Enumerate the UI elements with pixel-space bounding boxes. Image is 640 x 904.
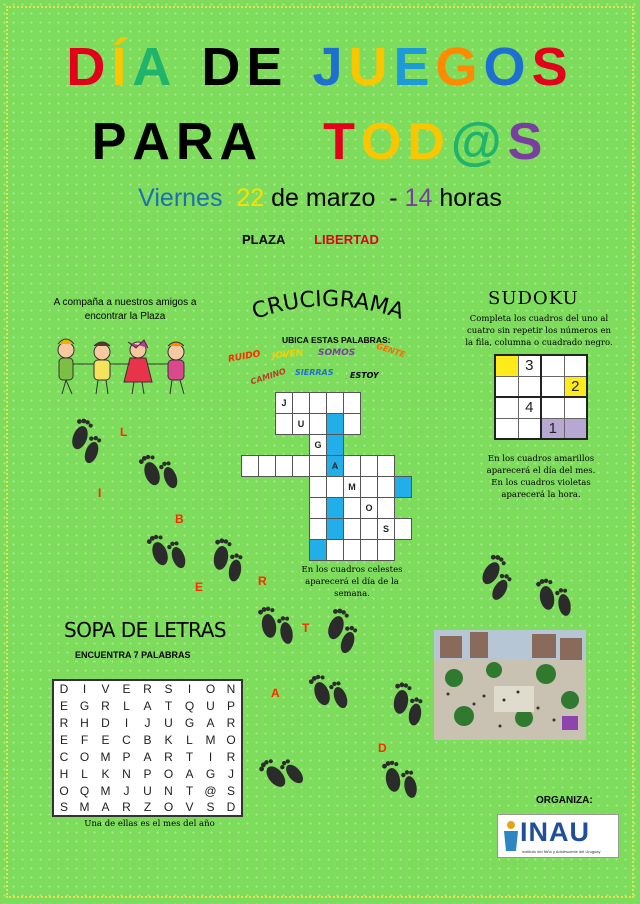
date-hours-word: horas <box>439 184 502 212</box>
crossword-cell[interactable] <box>293 393 310 414</box>
word-search-letter[interactable]: D <box>221 799 242 816</box>
crossword-cell[interactable] <box>395 519 412 540</box>
sudoku-row <box>495 397 587 418</box>
word-search-letter[interactable]: I <box>179 680 200 697</box>
crossword-gap <box>293 477 310 498</box>
word-search-letter[interactable]: J <box>137 714 158 731</box>
title-letter: R <box>175 113 214 171</box>
title-letter: @ <box>450 113 502 171</box>
word-search-letter[interactable]: O <box>200 680 221 697</box>
title-letter: A <box>219 113 258 171</box>
crossword-cell[interactable] <box>310 498 327 519</box>
event-date <box>0 184 640 213</box>
crossword-gap <box>259 540 276 561</box>
word-search-letter[interactable]: C <box>53 748 74 765</box>
crossword-gap <box>276 477 293 498</box>
crossword-cell[interactable] <box>327 393 344 414</box>
crossword-gap <box>378 435 395 456</box>
word-search-letter[interactable]: J <box>116 782 137 799</box>
sudoku-cell[interactable] <box>541 355 564 376</box>
crossword-cell[interactable] <box>310 456 327 477</box>
crossword-cell[interactable]: U <box>293 414 310 435</box>
word-search-letter[interactable]: N <box>116 765 137 782</box>
crossword-cell[interactable]: A <box>327 456 344 477</box>
word-search-letter[interactable]: K <box>158 731 179 748</box>
crossword-cell[interactable] <box>327 498 344 519</box>
word-sierras: SIERRAS <box>295 368 334 377</box>
crossword-cell[interactable]: J <box>276 393 293 414</box>
title-letter: O <box>483 37 526 97</box>
crossword-cell[interactable] <box>327 477 344 498</box>
crossword-cell[interactable]: M <box>344 477 361 498</box>
kids-illustration <box>48 336 198 398</box>
word-search-letter[interactable]: U <box>200 697 221 714</box>
title-letter <box>263 112 317 172</box>
crossword-cell[interactable] <box>344 498 361 519</box>
word-search-letter[interactable]: V <box>179 799 200 816</box>
word-search-letter[interactable]: L <box>179 731 200 748</box>
word-joven: JOVEN <box>271 348 304 362</box>
title-letter: S <box>507 113 543 171</box>
sudoku-cell[interactable] <box>564 418 587 439</box>
word-search-letter[interactable]: A <box>137 697 158 714</box>
word-search-letter[interactable]: Q <box>74 782 95 799</box>
crossword-cell[interactable] <box>327 519 344 540</box>
intro-text: A compaña a nuestros amigos a encontrar la Plaza <box>53 297 197 322</box>
word-search-letter[interactable]: O <box>53 782 74 799</box>
word-search-letter[interactable]: A <box>179 765 200 782</box>
crossword-gap <box>293 498 310 519</box>
word-search-row <box>53 748 242 765</box>
svg-text:CRUCIGRAMA: CRUCIGRAMA <box>249 286 407 325</box>
sudoku-cell[interactable] <box>564 355 587 376</box>
word-search-letter[interactable]: @ <box>200 782 221 799</box>
word-search-letter[interactable]: R <box>221 748 242 765</box>
inau-logo-text: INAU <box>520 817 590 847</box>
sudoku-cell[interactable] <box>495 355 518 376</box>
inau-logo-subtext: Instituto del Niño y Adolescente del Uruguay <box>522 849 601 854</box>
crossword-row <box>242 519 412 540</box>
crossword-cell[interactable] <box>310 540 327 561</box>
crossword-gap <box>293 519 310 540</box>
event-place <box>242 232 379 247</box>
crossword-gap <box>361 393 378 414</box>
word-search-letter[interactable]: U <box>137 782 158 799</box>
crucigrama-caption: En los cuadros celestes aparecerá el día de la semana. <box>301 565 403 599</box>
word-search-letter[interactable]: G <box>179 714 200 731</box>
word-search-row <box>53 680 242 697</box>
crossword-gap <box>242 435 259 456</box>
sudoku-cell[interactable] <box>518 376 541 397</box>
word-search-letter[interactable]: A <box>200 714 221 731</box>
title-letter <box>288 36 306 98</box>
sudoku-cell[interactable] <box>495 418 518 439</box>
trail-letter: B <box>175 512 184 526</box>
word-search-letter[interactable]: M <box>95 782 116 799</box>
word-search-letter[interactable]: I <box>200 748 221 765</box>
footprint-icon <box>321 607 363 655</box>
sudoku-cell[interactable]: 1 <box>541 418 564 439</box>
title-letter: U <box>348 37 388 97</box>
word-search-letter[interactable]: A <box>137 748 158 765</box>
sudoku-cell[interactable] <box>495 376 518 397</box>
footprint-icon <box>473 552 520 602</box>
footprint-icon <box>65 417 107 465</box>
word-search-letter[interactable]: O <box>221 731 242 748</box>
title-letter: O <box>360 113 402 171</box>
crossword-cell[interactable] <box>378 540 395 561</box>
crossword-cell[interactable] <box>276 456 293 477</box>
sudoku-caption-violet: En los cuadros violetas aparecerá la hora. <box>491 478 591 500</box>
title-letter: A <box>132 37 172 97</box>
word-search-letter[interactable]: T <box>179 748 200 765</box>
word-search-letter[interactable]: I <box>116 714 137 731</box>
sopa-title: SOPA DE LETRAS <box>64 618 227 642</box>
word-search-letter[interactable]: V <box>95 680 116 697</box>
word-search-letter[interactable]: M <box>200 731 221 748</box>
crossword-gap <box>395 414 412 435</box>
word-search-letter[interactable]: N <box>158 782 179 799</box>
word-search-letter[interactable]: G <box>74 697 95 714</box>
sudoku-cell[interactable]: 4 <box>518 397 541 418</box>
word-search-letter[interactable]: H <box>53 765 74 782</box>
word-search-letter[interactable]: O <box>74 748 95 765</box>
word-search-letter[interactable]: D <box>95 714 116 731</box>
crossword-gap <box>259 477 276 498</box>
crossword-cell[interactable] <box>344 519 361 540</box>
crossword-gap <box>361 435 378 456</box>
sudoku-title: SUDOKU <box>488 288 579 309</box>
word-search-letter[interactable]: S <box>200 799 221 816</box>
crossword-gap <box>276 498 293 519</box>
word-search-letter[interactable]: T <box>179 782 200 799</box>
sudoku-cell[interactable] <box>541 376 564 397</box>
crossword-cell[interactable] <box>378 456 395 477</box>
footprint-icon <box>257 748 306 798</box>
word-search-row <box>53 782 242 799</box>
title-line-2 <box>0 112 640 172</box>
crucigrama-subtitle: UBICA ESTAS PALABRAS: <box>282 335 391 345</box>
word-search-letter[interactable]: R <box>116 799 137 816</box>
crossword-cell[interactable] <box>310 414 327 435</box>
word-search-letter[interactable]: B <box>137 731 158 748</box>
sudoku-row <box>495 376 587 397</box>
crossword-gap <box>242 498 259 519</box>
sudoku-cell[interactable] <box>495 397 518 418</box>
crossword-gap <box>361 414 378 435</box>
crossword-cell[interactable] <box>344 456 361 477</box>
word-search-letter[interactable]: S <box>221 782 242 799</box>
word-estoy: ESTOY <box>350 371 379 380</box>
sudoku-cell[interactable]: 2 <box>564 376 587 397</box>
word-search-letter[interactable]: E <box>53 697 74 714</box>
title-letter: S <box>531 37 568 97</box>
footprint-icon <box>308 668 350 716</box>
word-search-letter[interactable]: D <box>53 680 74 697</box>
title-letter: Í <box>111 37 127 97</box>
crossword-cell[interactable] <box>327 540 344 561</box>
crossword-cell[interactable]: G <box>310 435 327 456</box>
crossword-cell[interactable] <box>310 393 327 414</box>
crossword-row <box>242 414 412 435</box>
crossword-gap <box>259 414 276 435</box>
word-search-grid <box>52 679 243 817</box>
sudoku-cell[interactable] <box>541 397 564 418</box>
footprint-icon <box>535 575 572 620</box>
word-search-letter[interactable]: U <box>158 714 179 731</box>
crossword-cell[interactable] <box>310 477 327 498</box>
date-hour: 14 <box>404 184 433 212</box>
word-search-letter[interactable]: N <box>221 680 242 697</box>
date-separator: - <box>389 184 398 212</box>
word-search-row <box>53 714 242 731</box>
trail-letter: D <box>378 741 387 755</box>
organiza-label: ORGANIZA: <box>536 795 593 806</box>
crossword-gap <box>242 414 259 435</box>
crossword-cell[interactable] <box>344 540 361 561</box>
word-search-letter[interactable]: F <box>74 731 95 748</box>
word-search-letter[interactable]: R <box>221 714 242 731</box>
crossword-grid <box>241 392 412 561</box>
word-search-letter[interactable]: M <box>95 748 116 765</box>
word-search-row <box>53 765 242 782</box>
crucigrama-title <box>228 284 428 332</box>
crossword-cell[interactable] <box>361 519 378 540</box>
sudoku-row <box>495 418 587 439</box>
date-number: 22 <box>236 184 265 212</box>
trail-letter: A <box>271 686 280 700</box>
trail-letter: R <box>258 574 267 588</box>
crossword-cell[interactable] <box>293 456 310 477</box>
word-search-letter[interactable]: P <box>116 748 137 765</box>
crossword-gap <box>395 498 412 519</box>
sudoku-grid <box>494 354 588 440</box>
crossword-row <box>242 393 412 414</box>
word-search-letter[interactable]: Q <box>179 697 200 714</box>
word-search-letter[interactable]: O <box>158 799 179 816</box>
title-letter: D <box>66 37 106 97</box>
footprint-icon <box>146 528 188 576</box>
word-somos: SOMOS <box>318 348 356 358</box>
place-libertad: LIBERTAD <box>314 232 379 247</box>
word-search-letter[interactable]: P <box>221 697 242 714</box>
word-search-letter[interactable]: E <box>53 731 74 748</box>
crossword-row <box>242 477 412 498</box>
crossword-gap <box>395 435 412 456</box>
sudoku-caption-yellow: En los cuadros amarillos aparecerá el día del mes. <box>486 454 596 476</box>
footprint-icon <box>381 757 418 802</box>
sopa-subtitle: ENCUENTRA 7 PALABRAS <box>75 650 191 660</box>
sudoku-row <box>495 355 587 376</box>
crossword-cell[interactable] <box>276 414 293 435</box>
crossword-cell[interactable]: S <box>378 519 395 540</box>
crossword-cell[interactable] <box>242 456 259 477</box>
word-search-letter[interactable]: S <box>53 799 74 816</box>
trail-letter: L <box>120 425 128 439</box>
crossword-row <box>242 435 412 456</box>
crossword-cell[interactable] <box>361 456 378 477</box>
crossword-cell[interactable] <box>361 477 378 498</box>
word-ruido: RUIDO <box>227 349 262 365</box>
inau-logo <box>497 814 619 858</box>
word-search-letter[interactable]: L <box>116 697 137 714</box>
crossword-gap <box>276 435 293 456</box>
word-search-letter[interactable]: L <box>74 765 95 782</box>
trail-letter: E <box>195 580 204 594</box>
word-search-letter[interactable]: E <box>116 680 137 697</box>
crossword-cell[interactable] <box>344 393 361 414</box>
crossword-gap <box>378 414 395 435</box>
word-search-letter[interactable]: R <box>53 714 74 731</box>
sudoku-cell[interactable] <box>518 418 541 439</box>
footprint-icon <box>257 603 294 648</box>
crossword-gap <box>395 540 412 561</box>
crossword-cell[interactable] <box>378 498 395 519</box>
date-day: Viernes <box>138 184 223 212</box>
word-gente: GENTE <box>375 341 407 360</box>
word-search-letter[interactable]: K <box>95 765 116 782</box>
inau-figure-icon <box>501 819 521 853</box>
footprint-icon <box>138 448 180 496</box>
title-letter: D <box>407 113 445 171</box>
word-search-letter[interactable]: H <box>74 714 95 731</box>
word-search-letter[interactable]: J <box>221 765 242 782</box>
crossword-cell[interactable] <box>395 477 412 498</box>
crossword-gap <box>242 477 259 498</box>
crossword-row <box>242 498 412 519</box>
word-search-letter[interactable]: S <box>158 680 179 697</box>
crossword-cell[interactable] <box>361 540 378 561</box>
crossword-cell[interactable] <box>327 414 344 435</box>
crossword-cell[interactable] <box>344 414 361 435</box>
crossword-gap <box>276 540 293 561</box>
crossword-gap <box>293 435 310 456</box>
word-search-row <box>53 731 242 748</box>
sudoku-cell[interactable]: 3 <box>518 355 541 376</box>
trail-letter: T <box>302 621 310 635</box>
crossword-cell[interactable]: O <box>361 498 378 519</box>
crossword-gap <box>242 393 259 414</box>
title-letter: P <box>91 113 127 171</box>
crossword-gap <box>259 393 276 414</box>
crossword-gap <box>395 456 412 477</box>
word-search-letter[interactable]: P <box>137 765 158 782</box>
word-search-row <box>53 799 242 816</box>
sopa-caption: Una de ellas es el mes del año <box>84 819 215 829</box>
title-line-1 <box>0 36 640 98</box>
crossword-row <box>242 540 412 561</box>
date-month: de marzo <box>271 184 376 212</box>
crossword-cell[interactable] <box>327 435 344 456</box>
word-search-letter[interactable]: O <box>158 765 179 782</box>
crossword-gap <box>259 498 276 519</box>
title-letter: D <box>201 37 241 97</box>
title-letter: E <box>246 37 283 97</box>
trail-letter: I <box>98 486 102 500</box>
word-camino: CAMINO <box>249 366 287 387</box>
crossword-gap <box>259 519 276 540</box>
word-search-letter[interactable]: R <box>137 680 158 697</box>
word-search-letter[interactable]: E <box>95 731 116 748</box>
footprint-icon <box>389 681 426 726</box>
word-search-letter[interactable]: R <box>158 748 179 765</box>
crossword-gap <box>344 435 361 456</box>
crossword-gap <box>259 435 276 456</box>
word-search-letter[interactable]: I <box>74 680 95 697</box>
crossword-cell[interactable] <box>310 519 327 540</box>
crossword-gap <box>293 540 310 561</box>
word-search-letter[interactable]: M <box>74 799 95 816</box>
word-search-letter[interactable]: A <box>95 799 116 816</box>
crossword-gap <box>395 393 412 414</box>
word-search-letter[interactable]: R <box>95 697 116 714</box>
crossword-gap <box>242 519 259 540</box>
title-letter <box>177 36 195 98</box>
sudoku-instructions: Completa los cuadros del uno al cuatro sin repetir los números en la fila, columna o cuadrado negro. <box>465 314 613 348</box>
crossword-cell[interactable] <box>259 456 276 477</box>
word-search-letter[interactable]: Z <box>137 799 158 816</box>
title-letter: E <box>393 37 430 97</box>
crossword-cell[interactable] <box>378 477 395 498</box>
title-letter: T <box>323 113 355 171</box>
word-search-letter[interactable]: T <box>158 697 179 714</box>
title-letter: A <box>132 113 170 171</box>
crossword-row <box>242 456 412 477</box>
title-letter: G <box>435 37 478 97</box>
crossword-gap <box>242 540 259 561</box>
place-plaza: PLAZA <box>242 232 285 247</box>
crossword-gap <box>276 519 293 540</box>
word-search-row <box>53 697 242 714</box>
word-search-letter[interactable]: C <box>116 731 137 748</box>
sudoku-cell[interactable] <box>564 397 587 418</box>
word-search-letter[interactable]: G <box>200 765 221 782</box>
crossword-gap <box>378 393 395 414</box>
plaza-photo <box>434 630 586 740</box>
title-letter: J <box>312 37 343 97</box>
